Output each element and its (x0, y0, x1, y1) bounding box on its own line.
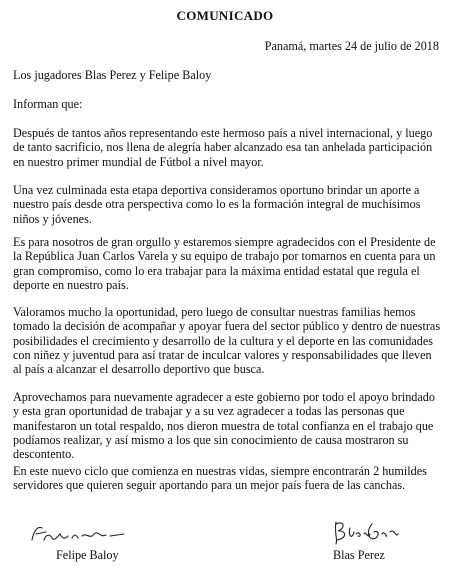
body-paragraph-3: Es para nosotros de gran orgullo y estaremos siempre agradecidos con el Presidente de la República Juan Carlos Varela y su equipo de trabajo por tomarnos en cuenta para un gran compromiso, como lo era trabajar para la máxima entidad estatal que regula el deporte en nuestro país. (13, 235, 436, 292)
left-signature-name: Felipe Baloy (56, 548, 119, 562)
addressee-line: Los jugadores Blas Perez y Felipe Baloy (13, 68, 212, 82)
body-paragraph-5: Aprovechamos para nuevamente agradecer a este gobierno por todo el apoyo brindado y esta gran oportunidad de trabajar y a su vez agradecer a todas las personas que manifestaron un total respaldo, nos dieron muestra de total confianza en el trabajo que podíamos realizar, y así mismo a los que sin conocimiento de causa mostraron su descontento. (13, 390, 435, 462)
left-signature (28, 520, 128, 548)
document-date: Panamá, martes 24 de julio de 2018 (264, 39, 439, 53)
right-signature-name: Blas Perez (333, 548, 385, 562)
body-paragraph-4: Valoramos mucho la oportunidad, pero luego de consultar nuestras familias hemos tomado la decisión de acompañar y apoyar fuera del sector público y dentro de nuestras posibilidades el crecimiento y desarrollo de la cultura y el deporte en las comunidades con niñez y juventud para así tratar de inculcar valores y responsabilidades que lleven al país a alcanzar el desarrollo deportivo que busca. (13, 305, 441, 377)
body-paragraph-1: Después de tantos años representando este hermoso país a nivel internacional, y luego de tanto sacrificio, nos llena de alegría haber alcanzado esa tan anhelada participación en nuestro primer mundial de Fútbol a nivel mayor. (13, 126, 433, 169)
body-paragraph-6: En este nuevo ciclo que comienza en nuestras vidas, siempre encontrarán 2 humildes servidores que quieren seguir aportando para un mejor país fuera de las canchas. (13, 464, 427, 493)
document-title: COMUNICADO (176, 8, 274, 23)
body-paragraph-2: Una vez culminada esta etapa deportiva consideramos oportuno brindar un aporte a nuestro país desde otra perspectiva como lo es la formación integral de muchísimos niños y jóvenes. (13, 183, 421, 226)
intro-line: Informan que: (13, 97, 83, 111)
right-signature (330, 514, 400, 548)
